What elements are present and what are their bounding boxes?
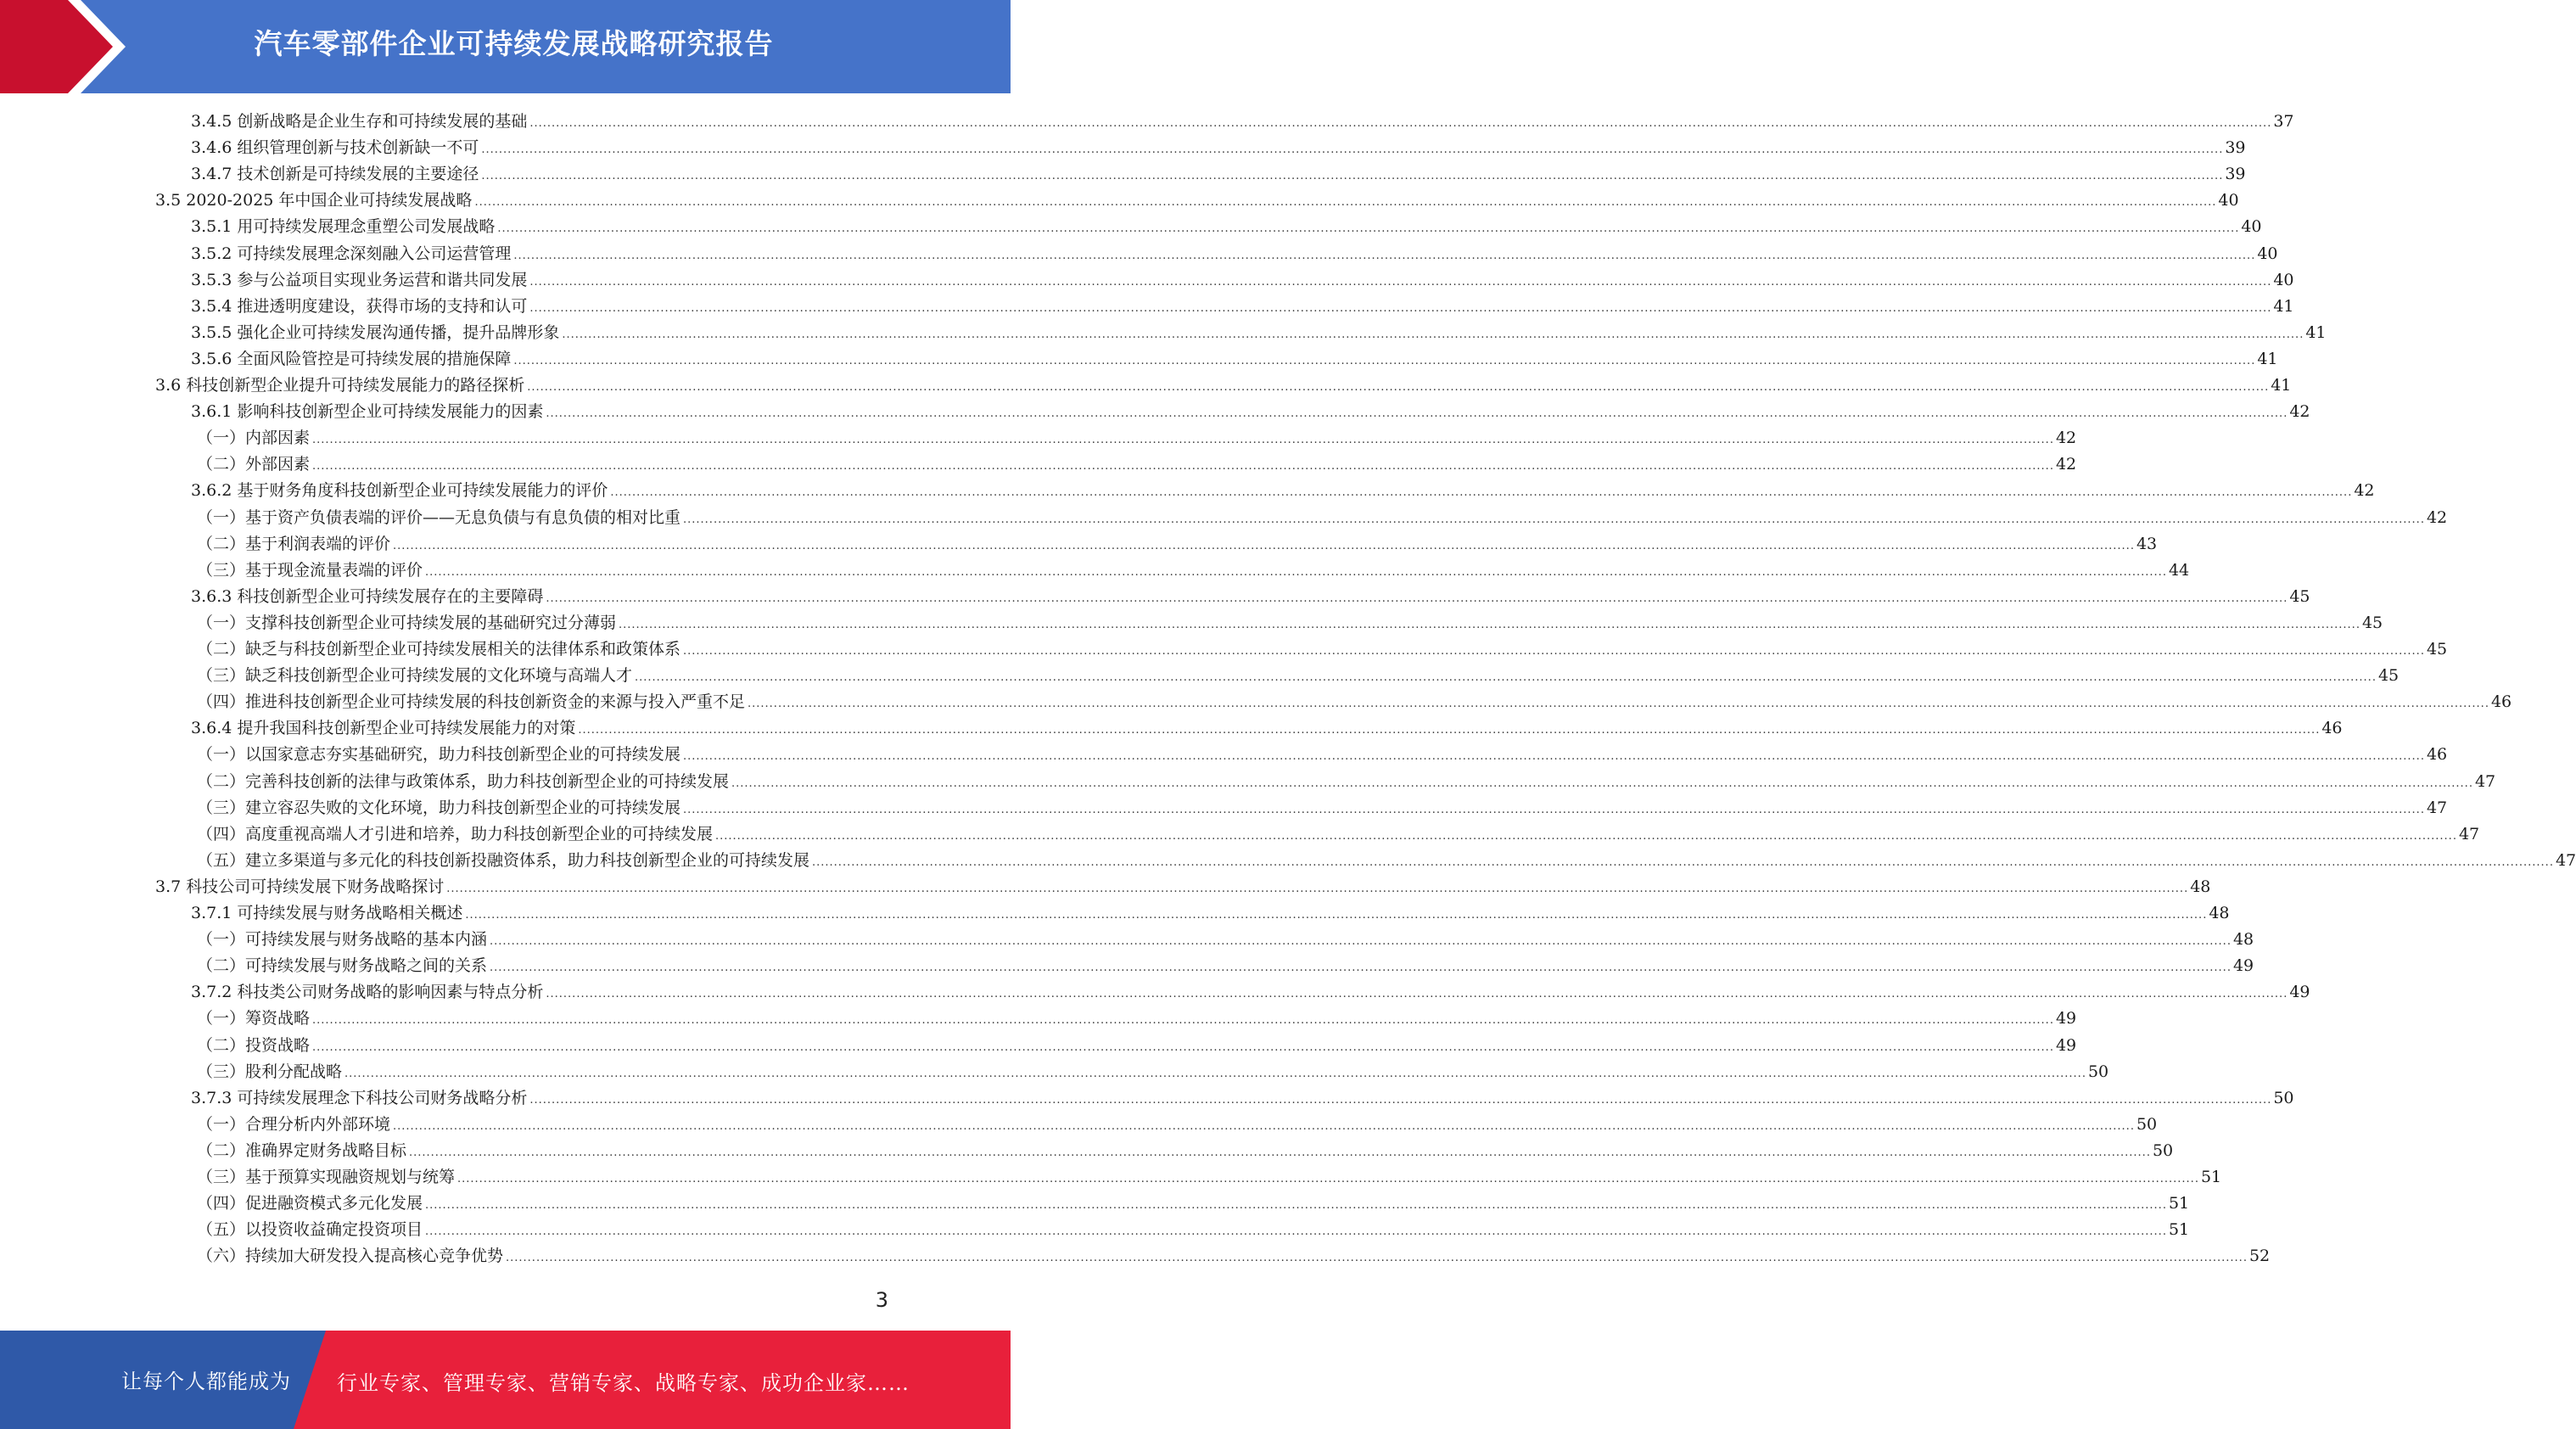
- toc-leader-dots: ................................................................................................................................................................................................................................................................................................................................................................................................................: [481, 143, 2224, 157]
- toc-entry-title: 3.6.2 基于财务角度科技创新型企业可持续发展能力的评价: [191, 481, 608, 501]
- toc-leader-dots: ................................................................................................................................................................................................................................................................................................................................................................................................................: [529, 117, 2272, 130]
- toc-entry[interactable]: [191, 214, 2262, 239]
- toc-entry-page: 46: [2490, 692, 2512, 712]
- toc-entry[interactable]: [155, 188, 2239, 213]
- toc-entry[interactable]: [155, 373, 2292, 398]
- toc-entry[interactable]: [197, 769, 2496, 794]
- toc-leader-dots: ................................................................................................................................................................................................................................................................................................................................................................................................................: [715, 829, 2457, 843]
- toc-entry[interactable]: [191, 294, 2294, 319]
- toc-entry[interactable]: [191, 399, 2310, 424]
- toc-leader-dots: ................................................................................................................................................................................................................................................................................................................................................................................................................: [527, 381, 2270, 394]
- toc-entry-title: 3.4.5 创新战略是企业生存和可持续发展的基础: [191, 112, 528, 131]
- toc-entry-title: （四）高度重视高端人才引进和培养，助力科技创新型企业的可持续发展: [197, 824, 714, 843]
- toc-entry-page: 48: [2232, 930, 2254, 950]
- toc-entry-title: （三）基于预算实现融资规划与统筹: [197, 1168, 456, 1186]
- footer-slogan-left: 让每个人都能成为: [121, 1370, 291, 1393]
- toc-entry-title: （三）股利分配战略: [197, 1062, 343, 1081]
- toc-entry[interactable]: [197, 1112, 2158, 1137]
- toc-entry-page: 51: [2200, 1168, 2222, 1186]
- toc-leader-dots: ................................................................................................................................................................................................................................................................................................................................................................................................................: [529, 1093, 2272, 1107]
- toc-leader-dots: ................................................................................................................................................................................................................................................................................................................................................................................................................: [683, 803, 2425, 816]
- toc-entry-page: 45: [2426, 640, 2448, 658]
- toc-leader-dots: ................................................................................................................................................................................................................................................................................................................................................................................................................: [731, 776, 2473, 790]
- toc-entry-page: 50: [2087, 1062, 2109, 1081]
- toc-leader-dots: ................................................................................................................................................................................................................................................................................................................................................................................................................: [578, 724, 2321, 737]
- toc-entry-title: 3.7.2 科技类公司财务战略的影响因素与特点分析: [191, 983, 544, 1002]
- toc-entry[interactable]: [197, 558, 2190, 583]
- toc-entry-title: 3.5.6 全面风险管控是可持续发展的措施保障: [191, 349, 512, 368]
- toc-leader-dots: ................................................................................................................................................................................................................................................................................................................................................................................................................: [683, 513, 2425, 526]
- toc-entry-title: （四）推进科技创新型企业可持续发展的科技创新资金的来源与投入严重不足: [197, 692, 746, 712]
- toc-entry-page: 47: [2426, 798, 2448, 817]
- toc-entry[interactable]: [197, 636, 2448, 662]
- toc-entry-title: 3.7.3 可持续发展理念下科技公司财务战略分析: [191, 1088, 528, 1107]
- toc-leader-dots: ................................................................................................................................................................................................................................................................................................................................................................................................................: [610, 486, 2353, 500]
- toc-leader-dots: ................................................................................................................................................................................................................................................................................................................................................................................................................: [393, 539, 2135, 552]
- toc-entry[interactable]: [191, 1085, 2294, 1111]
- toc-entry-title: 3.6.4 提升我国科技创新型企业可持续发展能力的对策: [191, 719, 576, 738]
- toc-entry[interactable]: [197, 821, 2480, 847]
- toc-leader-dots: ................................................................................................................................................................................................................................................................................................................................................................................................................: [497, 222, 2240, 236]
- toc-entry-title: （一）合理分析内外部环境: [197, 1114, 391, 1134]
- toc-entry[interactable]: [191, 979, 2310, 1005]
- toc-entry-page: 52: [2248, 1247, 2271, 1266]
- toc-entry-page: 42: [2055, 455, 2077, 474]
- toc-entry[interactable]: [197, 451, 2077, 477]
- toc-leader-dots: ................................................................................................................................................................................................................................................................................................................................................................................................................: [425, 565, 2167, 579]
- toc-entry[interactable]: [197, 927, 2254, 952]
- toc-leader-dots: ................................................................................................................................................................................................................................................................................................................................................................................................................: [635, 671, 2377, 685]
- toc-entry-title: （三）缺乏科技创新型企业可持续发展的文化环境与高端人才: [197, 666, 633, 686]
- toc-leader-dots: ................................................................................................................................................................................................................................................................................................................................................................................................................: [683, 750, 2425, 764]
- toc-entry-title: 3.6 科技创新型企业提升可持续发展能力的路径探析: [155, 376, 525, 395]
- toc-entry-title: 3.5.1 用可持续发展理念重塑公司发展战略: [191, 217, 496, 237]
- toc-entry-title: 3.5 2020-2025 年中国企业可持续发展战略: [155, 191, 473, 210]
- toc-entry-page: 42: [2354, 481, 2375, 501]
- toc-entry-title: （一）支撑科技创新型企业可持续发展的基础研究过分薄弱: [197, 613, 617, 632]
- toc-leader-dots: ................................................................................................................................................................................................................................................................................................................................................................................................................: [465, 909, 2208, 922]
- toc-entry-page: 45: [2289, 586, 2310, 606]
- toc-leader-dots: ................................................................................................................................................................................................................................................................................................................................................................................................................: [474, 196, 2217, 210]
- toc-entry-title: 3.6.3 科技创新型企业可持续发展存在的主要障碍: [191, 586, 544, 606]
- toc-entry[interactable]: [197, 689, 2512, 714]
- toc-entry[interactable]: [191, 900, 2230, 926]
- toc-entry-page: 49: [2289, 983, 2310, 1002]
- toc-entry-page: 48: [2190, 877, 2211, 896]
- toc-entry[interactable]: [197, 848, 2576, 873]
- toc-leader-dots: ................................................................................................................................................................................................................................................................................................................................................................................................................: [312, 460, 2054, 474]
- toc-entry[interactable]: [197, 531, 2158, 557]
- toc-entry-page: 37: [2273, 112, 2294, 131]
- toc-entry-page: 41: [2273, 296, 2294, 316]
- toc-leader-dots: ................................................................................................................................................................................................................................................................................................................................................................................................................: [529, 275, 2272, 289]
- toc-entry-page: 39: [2225, 165, 2246, 184]
- toc-entry-title: （四）促进融资模式多元化发展: [197, 1194, 423, 1213]
- toc-leader-dots: ................................................................................................................................................................................................................................................................................................................................................................................................................: [812, 855, 2554, 869]
- toc-entry-title: （二）准确界定财务战略目标: [197, 1140, 407, 1160]
- toc-entry-page: 45: [2361, 613, 2383, 632]
- toc-entry[interactable]: [197, 742, 2448, 767]
- toc-leader-dots: ................................................................................................................................................................................................................................................................................................................................................................................................................: [546, 407, 2288, 421]
- toc-entry-title: （五）以投资收益确定投资项目: [197, 1220, 423, 1240]
- toc-entry[interactable]: [197, 1033, 2077, 1058]
- toc-entry-title: （二）缺乏与科技创新型企业可持续发展相关的法律体系和政策体系: [197, 640, 681, 658]
- toc-entry-title: 3.5.5 强化企业可持续发展沟通传播，提升品牌形象: [191, 322, 560, 342]
- footer-slogan-right: 行业专家、管理专家、营销专家、战略专家、成功企业家……: [337, 1371, 910, 1395]
- toc-entry-page: 49: [2055, 1009, 2077, 1028]
- toc-entry-title: （一）以国家意志夯实基础研究，助力科技创新型企业的可持续发展: [197, 745, 681, 765]
- toc-entry[interactable]: [197, 505, 2448, 530]
- toc-entry-page: 45: [2377, 666, 2400, 686]
- toc-leader-dots: ................................................................................................................................................................................................................................................................................................................................................................................................................: [312, 1014, 2054, 1028]
- toc-entry-page: 41: [2305, 322, 2327, 342]
- toc-leader-dots: ................................................................................................................................................................................................................................................................................................................................................................................................................: [546, 988, 2288, 1001]
- toc-leader-dots: ................................................................................................................................................................................................................................................................................................................................................................................................................: [513, 354, 2256, 367]
- toc-entry-title: （一）筹资战略: [197, 1009, 311, 1028]
- toc-leader-dots: ................................................................................................................................................................................................................................................................................................................................................................................................................: [490, 935, 2232, 949]
- toc-leader-dots: ................................................................................................................................................................................................................................................................................................................................................................................................................: [409, 1146, 2151, 1159]
- toc-entry-title: （一）内部因素: [197, 429, 311, 448]
- toc-entry-page: 50: [2136, 1114, 2158, 1134]
- toc-leader-dots: ................................................................................................................................................................................................................................................................................................................................................................................................................: [513, 249, 2256, 262]
- toc-entry[interactable]: [197, 1138, 2174, 1163]
- toc-entry[interactable]: [191, 346, 2278, 372]
- toc-leader-dots: ................................................................................................................................................................................................................................................................................................................................................................................................................: [425, 1199, 2167, 1213]
- toc-entry-title: 3.7.1 可持续发展与财务战略相关概述: [191, 904, 463, 922]
- toc-entry-page: 43: [2136, 534, 2158, 553]
- toc-leader-dots: ................................................................................................................................................................................................................................................................................................................................................................................................................: [506, 1252, 2248, 1265]
- toc-leader-dots: ................................................................................................................................................................................................................................................................................................................................................................................................................: [546, 591, 2288, 605]
- toc-entry-title: 3.5.4 推进透明度建设，获得市场的支持和认可: [191, 296, 528, 316]
- toc-entry[interactable]: [191, 584, 2310, 609]
- toc-entry-title: （二）基于利润表端的评价: [197, 534, 391, 553]
- page-header: [0, 0, 1011, 93]
- toc-entry-page: 41: [2271, 376, 2292, 395]
- toc-entry-page: 41: [2257, 349, 2278, 368]
- toc-entry-title: 3.4.6 组织管理创新与技术创新缺一不可: [191, 138, 479, 158]
- toc-entry-page: 40: [2273, 270, 2294, 289]
- toc-entry[interactable]: [191, 109, 2294, 134]
- toc-entry[interactable]: [191, 135, 2246, 160]
- toc-entry[interactable]: [191, 241, 2278, 266]
- toc-leader-dots: ................................................................................................................................................................................................................................................................................................................................................................................................................: [393, 1119, 2135, 1133]
- toc-entry-page: 42: [2055, 429, 2077, 448]
- toc-entry-title: （二）外部因素: [197, 455, 311, 474]
- toc-entry-page: 51: [2168, 1220, 2190, 1240]
- toc-entry-title: （五）建立多渠道与多元化的科技创新投融资体系，助力科技创新型企业的可持续发展: [197, 850, 810, 870]
- toc-leader-dots: ................................................................................................................................................................................................................................................................................................................................................................................................................: [425, 1225, 2167, 1239]
- toc-entry-page: 50: [2152, 1140, 2174, 1160]
- toc-entry-page: 40: [2241, 217, 2262, 237]
- toc-entry[interactable]: [197, 1243, 2271, 1269]
- toc-leader-dots: ................................................................................................................................................................................................................................................................................................................................................................................................................: [562, 328, 2304, 341]
- toc-entry[interactable]: [197, 1164, 2222, 1190]
- page-number: 3: [875, 1288, 888, 1312]
- toc-entry-title: （六）持续加大研发投入提高核心竞争优势: [197, 1247, 504, 1266]
- toc-entry-page: 47: [2458, 824, 2480, 843]
- toc-entry[interactable]: [155, 874, 2211, 899]
- toc-entry-page: 47: [2474, 771, 2496, 791]
- toc-entry-page: 50: [2273, 1088, 2294, 1107]
- toc-leader-dots: ................................................................................................................................................................................................................................................................................................................................................................................................................: [529, 301, 2272, 315]
- toc-entry[interactable]: [197, 425, 2077, 451]
- toc-entry-title: （二）完善科技创新的法律与政策体系，助力科技创新型企业的可持续发展: [197, 771, 730, 791]
- toc-entry[interactable]: [191, 715, 2343, 741]
- toc-entry[interactable]: [197, 1217, 2190, 1242]
- toc-entry[interactable]: [197, 953, 2254, 978]
- toc-leader-dots: ................................................................................................................................................................................................................................................................................................................................................................................................................: [748, 698, 2489, 711]
- toc-entry[interactable]: [191, 320, 2327, 345]
- toc-entry-page: 40: [2218, 191, 2239, 210]
- toc-leader-dots: ................................................................................................................................................................................................................................................................................................................................................................................................................: [312, 434, 2054, 447]
- toc-leader-dots: ................................................................................................................................................................................................................................................................................................................................................................................................................: [446, 882, 2189, 895]
- toc-entry-page: 51: [2168, 1194, 2190, 1213]
- toc-entry-title: （三）建立容忍失败的文化环境，助力科技创新型企业的可持续发展: [197, 798, 681, 817]
- toc-entry-title: （三）基于现金流量表端的评价: [197, 560, 423, 580]
- toc-entry-title: （二）可持续发展与财务战略之间的关系: [197, 956, 488, 976]
- toc-entry-page: 42: [2289, 402, 2310, 422]
- toc-entry-page: 46: [2321, 719, 2343, 738]
- toc-leader-dots: ................................................................................................................................................................................................................................................................................................................................................................................................................: [457, 1173, 2199, 1185]
- toc-leader-dots: ................................................................................................................................................................................................................................................................................................................................................................................................................: [490, 961, 2232, 975]
- toc-entry[interactable]: [197, 1191, 2190, 1216]
- toc-entry[interactable]: [191, 478, 2375, 503]
- toc-entry-page: 40: [2257, 244, 2278, 263]
- toc-entry-page: 46: [2426, 745, 2448, 765]
- toc-entry-page: 49: [2232, 956, 2254, 976]
- toc-entry-title: 3.5.3 参与公益项目实现业务运营和谐共同发展: [191, 270, 528, 289]
- toc-leader-dots: ................................................................................................................................................................................................................................................................................................................................................................................................................: [312, 1040, 2054, 1054]
- toc-entry[interactable]: [197, 1006, 2077, 1031]
- toc-entry-title: （二）投资战略: [197, 1035, 311, 1055]
- toc-entry-title: （一）可持续发展与财务战略的基本内涵: [197, 930, 488, 950]
- toc-leader-dots: ................................................................................................................................................................................................................................................................................................................................................................................................................: [683, 645, 2425, 658]
- toc-entry-title: 3.5.2 可持续发展理念深刻融入公司运营管理: [191, 244, 512, 263]
- toc-entry[interactable]: [197, 610, 2383, 636]
- toc-entry[interactable]: [191, 267, 2294, 293]
- toc-entry[interactable]: [197, 663, 2400, 688]
- toc-entry-page: 49: [2055, 1035, 2077, 1055]
- header-title: 汽车零部件企业可持续发展战略研究报告: [254, 27, 774, 60]
- toc-entry-title: 3.4.7 技术创新是可持续发展的主要途径: [191, 165, 479, 184]
- toc-entry-title: （一）基于资产负债表端的评价——无息负债与有息负债的相对比重: [197, 507, 681, 527]
- toc-entry[interactable]: [191, 161, 2246, 187]
- toc-entry-title: 3.6.1 影响科技创新型企业可持续发展能力的因素: [191, 402, 544, 422]
- page-footer: [0, 1331, 1011, 1429]
- toc-entry-title: 3.7 科技公司可持续发展下财务战略探讨: [155, 877, 445, 896]
- toc-leader-dots: ................................................................................................................................................................................................................................................................................................................................................................................................................: [619, 618, 2360, 631]
- toc-leader-dots: ................................................................................................................................................................................................................................................................................................................................................................................................................: [344, 1067, 2086, 1080]
- toc-entry-page: 44: [2168, 560, 2190, 580]
- toc-entry-page: 39: [2225, 138, 2246, 158]
- toc-entry-page: 42: [2426, 507, 2448, 527]
- toc-entry[interactable]: [197, 795, 2448, 821]
- toc-entry-page: 47: [2555, 850, 2576, 870]
- toc-entry-page: 48: [2209, 904, 2230, 922]
- toc-entry[interactable]: [197, 1059, 2109, 1084]
- toc-leader-dots: ................................................................................................................................................................................................................................................................................................................................................................................................................: [481, 170, 2224, 183]
